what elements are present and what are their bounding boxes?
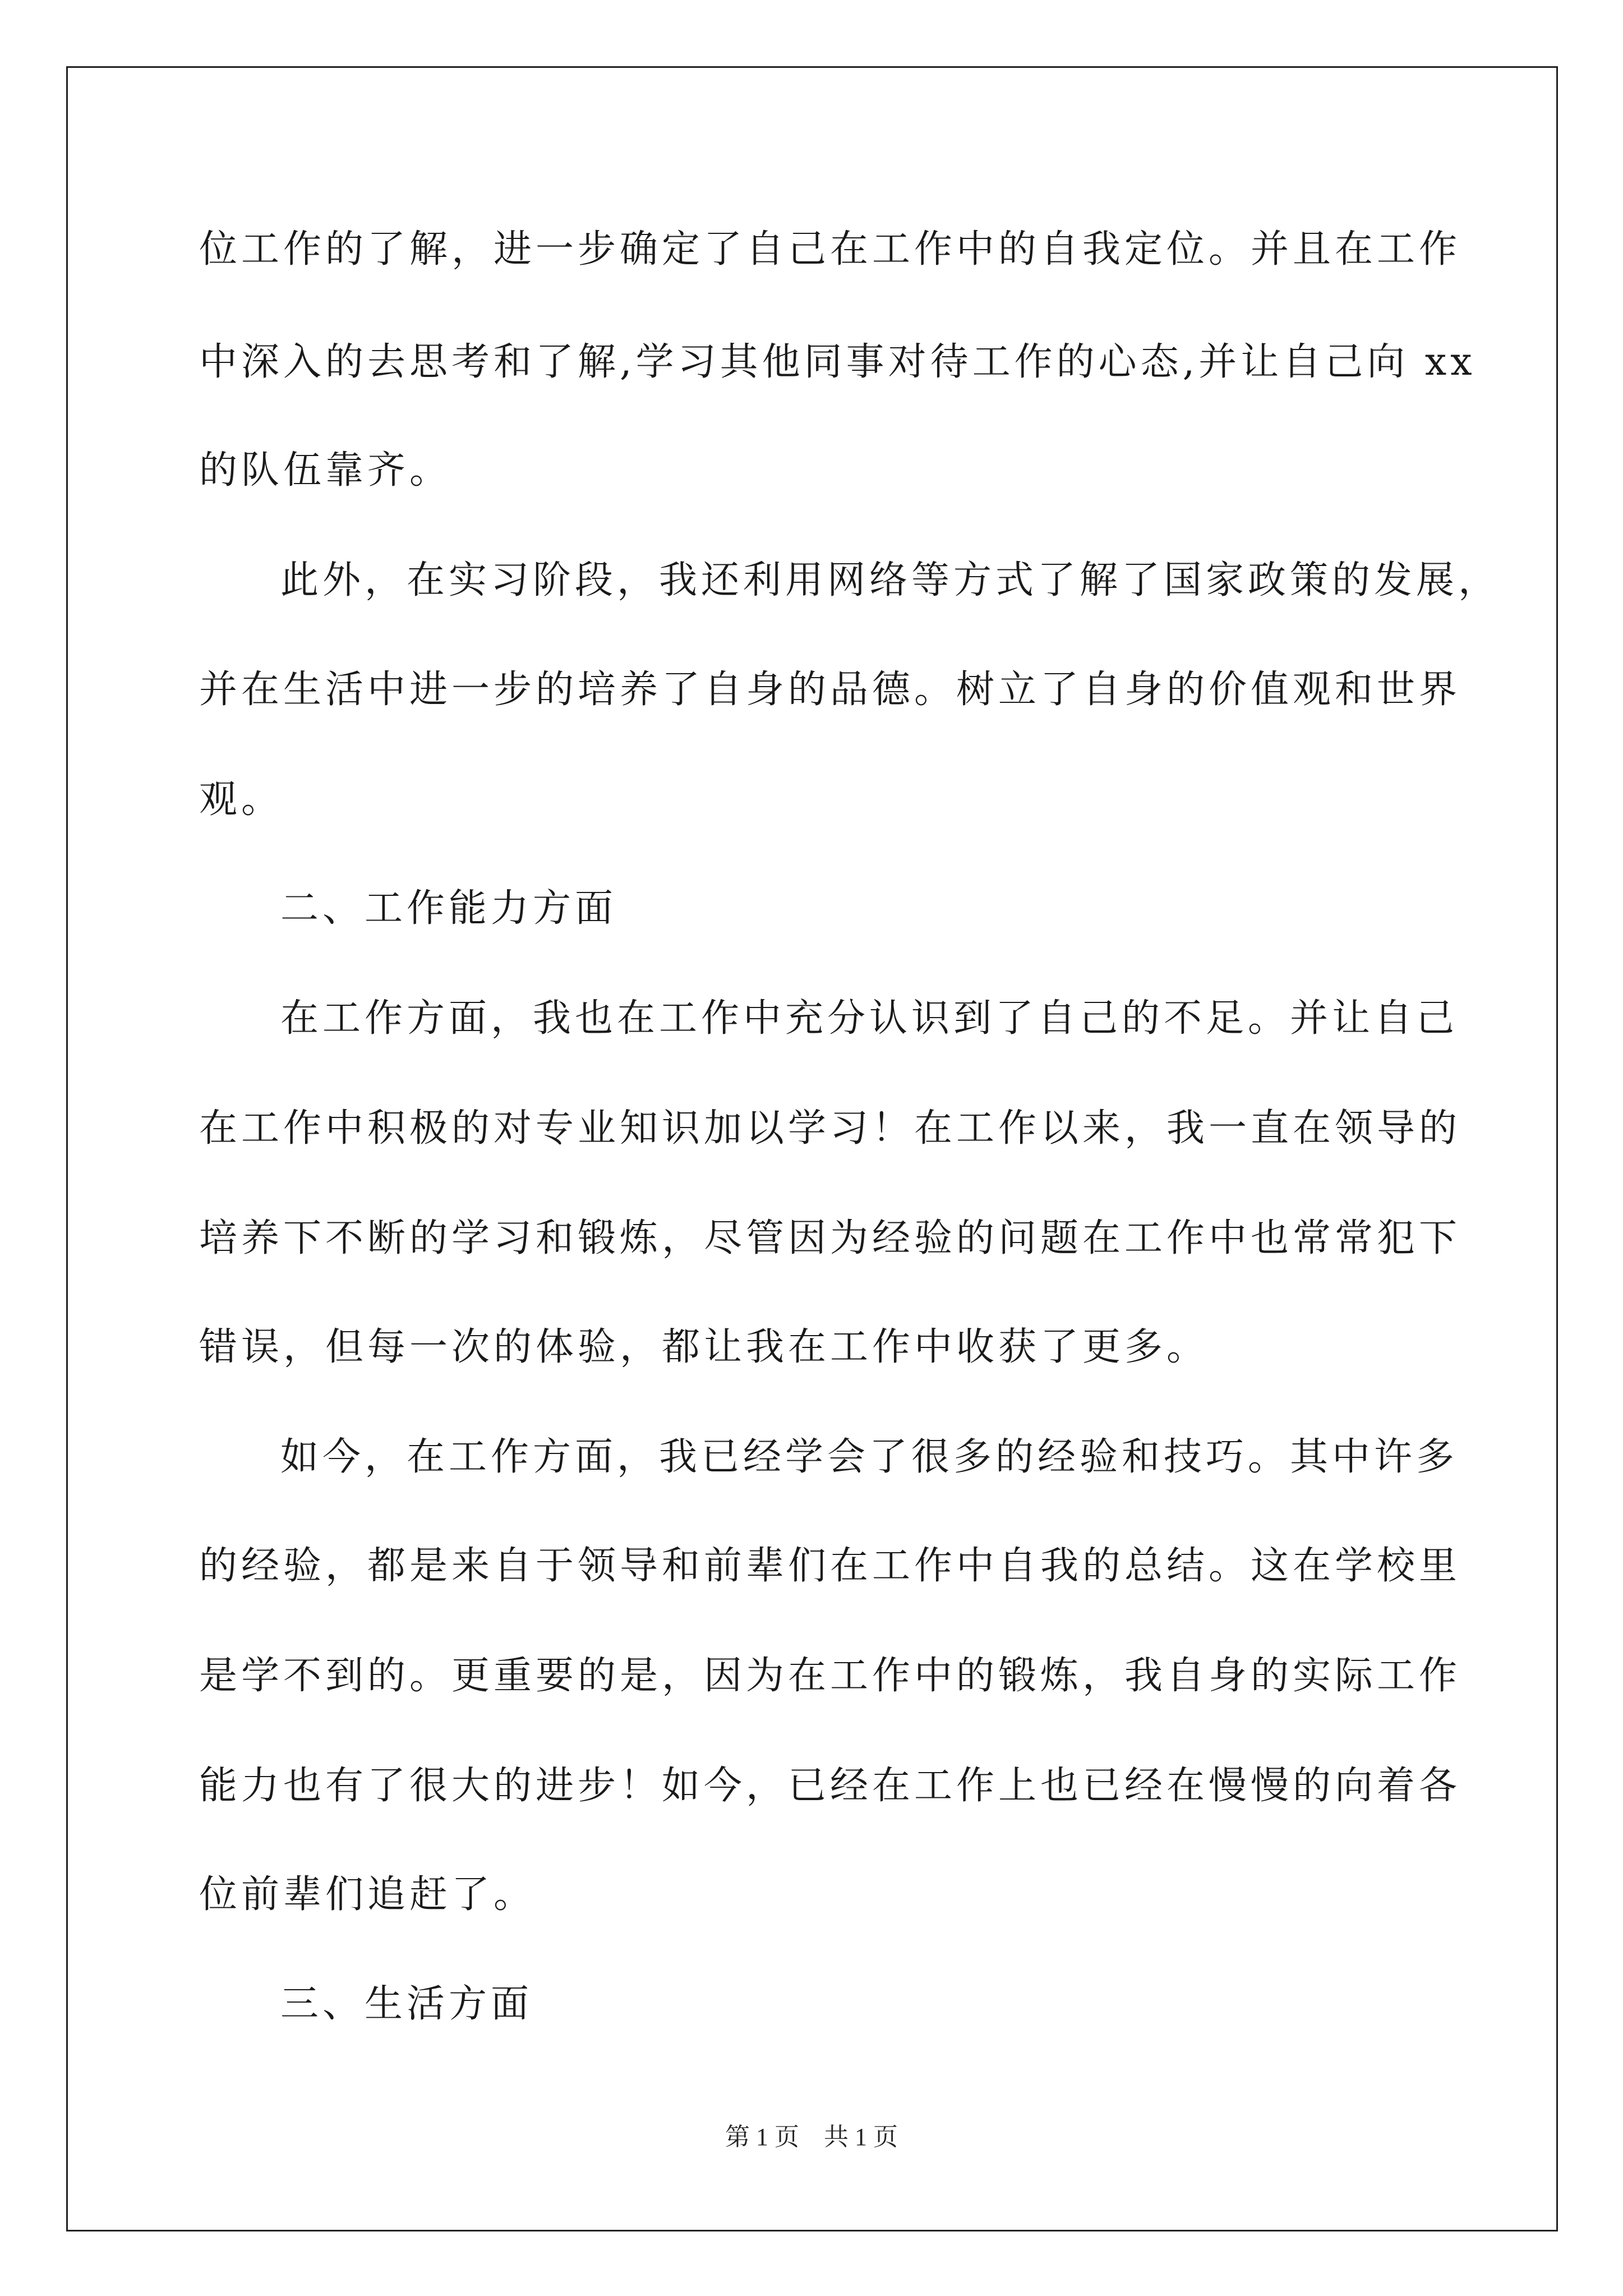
section-heading: 三、生活方面 — [280, 1982, 533, 2026]
text-line: 是学不到的。更重要的是，因为在工作中的锻炼，我自身的实际工作 — [199, 1654, 1461, 1698]
text-line: 培养下不断的学习和锻炼，尽管因为经验的问题在工作中也常常犯下 — [199, 1216, 1461, 1260]
text-line: 的队伍靠齐。 — [199, 448, 452, 493]
paragraph-first-line: 如今，在工作方面，我已经学会了很多的经验和技巧。其中许多 — [280, 1435, 1459, 1479]
paragraph-first-line: 此外，在实习阶段，我还利用网络等方式了解了国家政策的发展， — [280, 558, 1501, 602]
text-line: 观。 — [199, 777, 284, 822]
section-heading: 二、工作能力方面 — [280, 886, 617, 931]
text-line: 在工作中积极的对专业知识加以学习！在工作以来，我一直在领导的 — [199, 1106, 1461, 1151]
text-line: 中深入的去思考和了解,学习其他同事对待工作的心态,并让自己向 xx — [199, 340, 1476, 384]
page-number-footer: 第 1 页 共 1 页 — [725, 2123, 898, 2151]
text-line: 位工作的了解，进一步确定了自己在工作中的自我定位。并且在工作 — [199, 227, 1461, 272]
text-line: 并在生活中进一步的培养了自身的品德。树立了自身的价值观和世界 — [199, 668, 1461, 712]
text-line: 的经验，都是来自于领导和前辈们在工作中自我的总结。这在学校里 — [199, 1544, 1461, 1588]
text-line: 错误，但每一次的体验，都让我在工作中收获了更多。 — [199, 1325, 1209, 1369]
paragraph-first-line: 在工作方面，我也在工作中充分认识到了自己的不足。并让自己 — [280, 996, 1459, 1041]
text-line: 位前辈们追赶了。 — [199, 1872, 536, 1917]
text-line: 能力也有了很大的进步！如今，已经在工作上也已经在慢慢的向着各 — [199, 1764, 1461, 1808]
